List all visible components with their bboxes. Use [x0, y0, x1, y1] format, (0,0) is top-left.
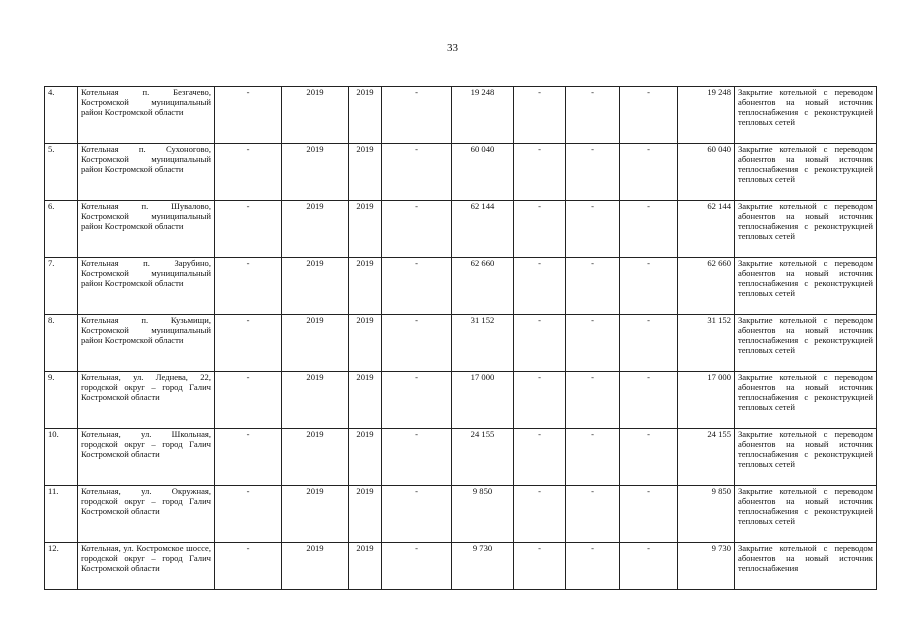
total-value: 9 850	[678, 486, 735, 543]
cell-dash: -	[620, 87, 678, 144]
cell-dash: -	[620, 144, 678, 201]
cell-dash: -	[215, 372, 282, 429]
end-year: 2019	[349, 315, 382, 372]
cell-dash: -	[382, 144, 452, 201]
cell-dash: -	[620, 543, 678, 590]
table-row	[45, 144, 877, 201]
note: Закрытие котельной с переводом абонентов на новый источник теплоснабжения с реконструкцией тепловых сетей	[735, 87, 877, 144]
total-value: 19 248	[678, 87, 735, 144]
cell-dash: -	[566, 258, 620, 315]
start-year: 2019	[282, 486, 349, 543]
row-number: 5.	[45, 144, 78, 201]
table-row	[45, 201, 877, 258]
cell-dash: -	[620, 429, 678, 486]
end-year: 2019	[349, 486, 382, 543]
row-number: 8.	[45, 315, 78, 372]
boiler-closure-table	[44, 86, 877, 590]
cell-dash: -	[620, 315, 678, 372]
cell-dash: -	[382, 258, 452, 315]
cost-value: 9 850	[452, 486, 514, 543]
total-value: 62 660	[678, 258, 735, 315]
cell-dash: -	[566, 486, 620, 543]
total-value: 9 730	[678, 543, 735, 590]
cell-dash: -	[382, 486, 452, 543]
cost-value: 60 040	[452, 144, 514, 201]
cell-dash: -	[215, 315, 282, 372]
note: Закрытие котельной с переводом абонентов на новый источник теплоснабжения	[735, 543, 877, 590]
boiler-name: Котельная п. Безгачево, Костромской муниципальный район Костромской области	[78, 87, 215, 144]
cell-dash: -	[514, 372, 566, 429]
cell-dash: -	[514, 486, 566, 543]
cell-dash: -	[514, 543, 566, 590]
cost-value: 9 730	[452, 543, 514, 590]
note: Закрытие котельной с переводом абонентов на новый источник теплоснабжения с реконструкцией тепловых сетей	[735, 315, 877, 372]
end-year: 2019	[349, 429, 382, 486]
cell-dash: -	[514, 315, 566, 372]
cost-value: 62 144	[452, 201, 514, 258]
table-row	[45, 372, 877, 429]
boiler-name: Котельная, ул. Леднева, 22, городской округ – город Галич Костромской области	[78, 372, 215, 429]
start-year: 2019	[282, 201, 349, 258]
cost-value: 17 000	[452, 372, 514, 429]
total-value: 62 144	[678, 201, 735, 258]
cell-dash: -	[215, 144, 282, 201]
cell-dash: -	[382, 429, 452, 486]
start-year: 2019	[282, 315, 349, 372]
cell-dash: -	[514, 429, 566, 486]
cell-dash: -	[382, 201, 452, 258]
page-number: 33	[447, 42, 458, 54]
cell-dash: -	[215, 201, 282, 258]
end-year: 2019	[349, 543, 382, 590]
cell-dash: -	[215, 543, 282, 590]
row-number: 11.	[45, 486, 78, 543]
boiler-name: Котельная п. Зарубино, Костромской муниципальный район Костромской области	[78, 258, 215, 315]
cell-dash: -	[566, 87, 620, 144]
cell-dash: -	[514, 87, 566, 144]
cell-dash: -	[620, 258, 678, 315]
table-row	[45, 486, 877, 543]
cost-value: 24 155	[452, 429, 514, 486]
cell-dash: -	[620, 486, 678, 543]
boiler-name: Котельная, ул. Окружная, городской округ – город Галич Костромской области	[78, 486, 215, 543]
cell-dash: -	[566, 372, 620, 429]
row-number: 12.	[45, 543, 78, 590]
start-year: 2019	[282, 87, 349, 144]
end-year: 2019	[349, 144, 382, 201]
cell-dash: -	[514, 144, 566, 201]
start-year: 2019	[282, 372, 349, 429]
note: Закрытие котельной с переводом абонентов на новый источник теплоснабжения с реконструкцией тепловых сетей	[735, 258, 877, 315]
table-row	[45, 429, 877, 486]
cell-dash: -	[215, 486, 282, 543]
cell-dash: -	[566, 201, 620, 258]
note: Закрытие котельной с переводом абонентов на новый источник теплоснабжения с реконструкцией тепловых сетей	[735, 429, 877, 486]
end-year: 2019	[349, 258, 382, 315]
start-year: 2019	[282, 543, 349, 590]
boiler-name: Котельная, ул. Костромское шоссе, городской округ – город Галич Костромской области	[78, 543, 215, 590]
cell-dash: -	[566, 315, 620, 372]
cell-dash: -	[566, 429, 620, 486]
note: Закрытие котельной с переводом абонентов на новый источник теплоснабжения с реконструкцией тепловых сетей	[735, 144, 877, 201]
cell-dash: -	[382, 543, 452, 590]
cost-value: 62 660	[452, 258, 514, 315]
row-number: 6.	[45, 201, 78, 258]
cell-dash: -	[215, 429, 282, 486]
table-row	[45, 87, 877, 144]
row-number: 7.	[45, 258, 78, 315]
total-value: 17 000	[678, 372, 735, 429]
cell-dash: -	[620, 201, 678, 258]
total-value: 24 155	[678, 429, 735, 486]
end-year: 2019	[349, 201, 382, 258]
table-row	[45, 315, 877, 372]
row-number: 10.	[45, 429, 78, 486]
total-value: 60 040	[678, 144, 735, 201]
cell-dash: -	[382, 315, 452, 372]
note: Закрытие котельной с переводом абонентов на новый источник теплоснабжения с реконструкцией тепловых сетей	[735, 372, 877, 429]
boiler-name: Котельная п. Кузьмищи, Костромской муниципальный район Костромской области	[78, 315, 215, 372]
end-year: 2019	[349, 87, 382, 144]
start-year: 2019	[282, 429, 349, 486]
end-year: 2019	[349, 372, 382, 429]
cell-dash: -	[620, 372, 678, 429]
table-row	[45, 543, 877, 590]
cell-dash: -	[514, 201, 566, 258]
cell-dash: -	[514, 258, 566, 315]
cost-value: 19 248	[452, 87, 514, 144]
cell-dash: -	[566, 543, 620, 590]
total-value: 31 152	[678, 315, 735, 372]
note: Закрытие котельной с переводом абонентов на новый источник теплоснабжения с реконструкцией тепловых сетей	[735, 486, 877, 543]
table-row	[45, 258, 877, 315]
cell-dash: -	[566, 144, 620, 201]
boiler-name: Котельная п. Сухоногово, Костромской муниципальный район Костромской области	[78, 144, 215, 201]
boiler-name: Котельная, ул. Школьная, городской округ – город Галич Костромской области	[78, 429, 215, 486]
start-year: 2019	[282, 144, 349, 201]
cell-dash: -	[382, 372, 452, 429]
cost-value: 31 152	[452, 315, 514, 372]
row-number: 9.	[45, 372, 78, 429]
cell-dash: -	[215, 258, 282, 315]
start-year: 2019	[282, 258, 349, 315]
note: Закрытие котельной с переводом абонентов на новый источник теплоснабжения с реконструкцией тепловых сетей	[735, 201, 877, 258]
cell-dash: -	[215, 87, 282, 144]
cell-dash: -	[382, 87, 452, 144]
row-number: 4.	[45, 87, 78, 144]
boiler-name: Котельная п. Шувалово, Костромской муниципальный район Костромской области	[78, 201, 215, 258]
